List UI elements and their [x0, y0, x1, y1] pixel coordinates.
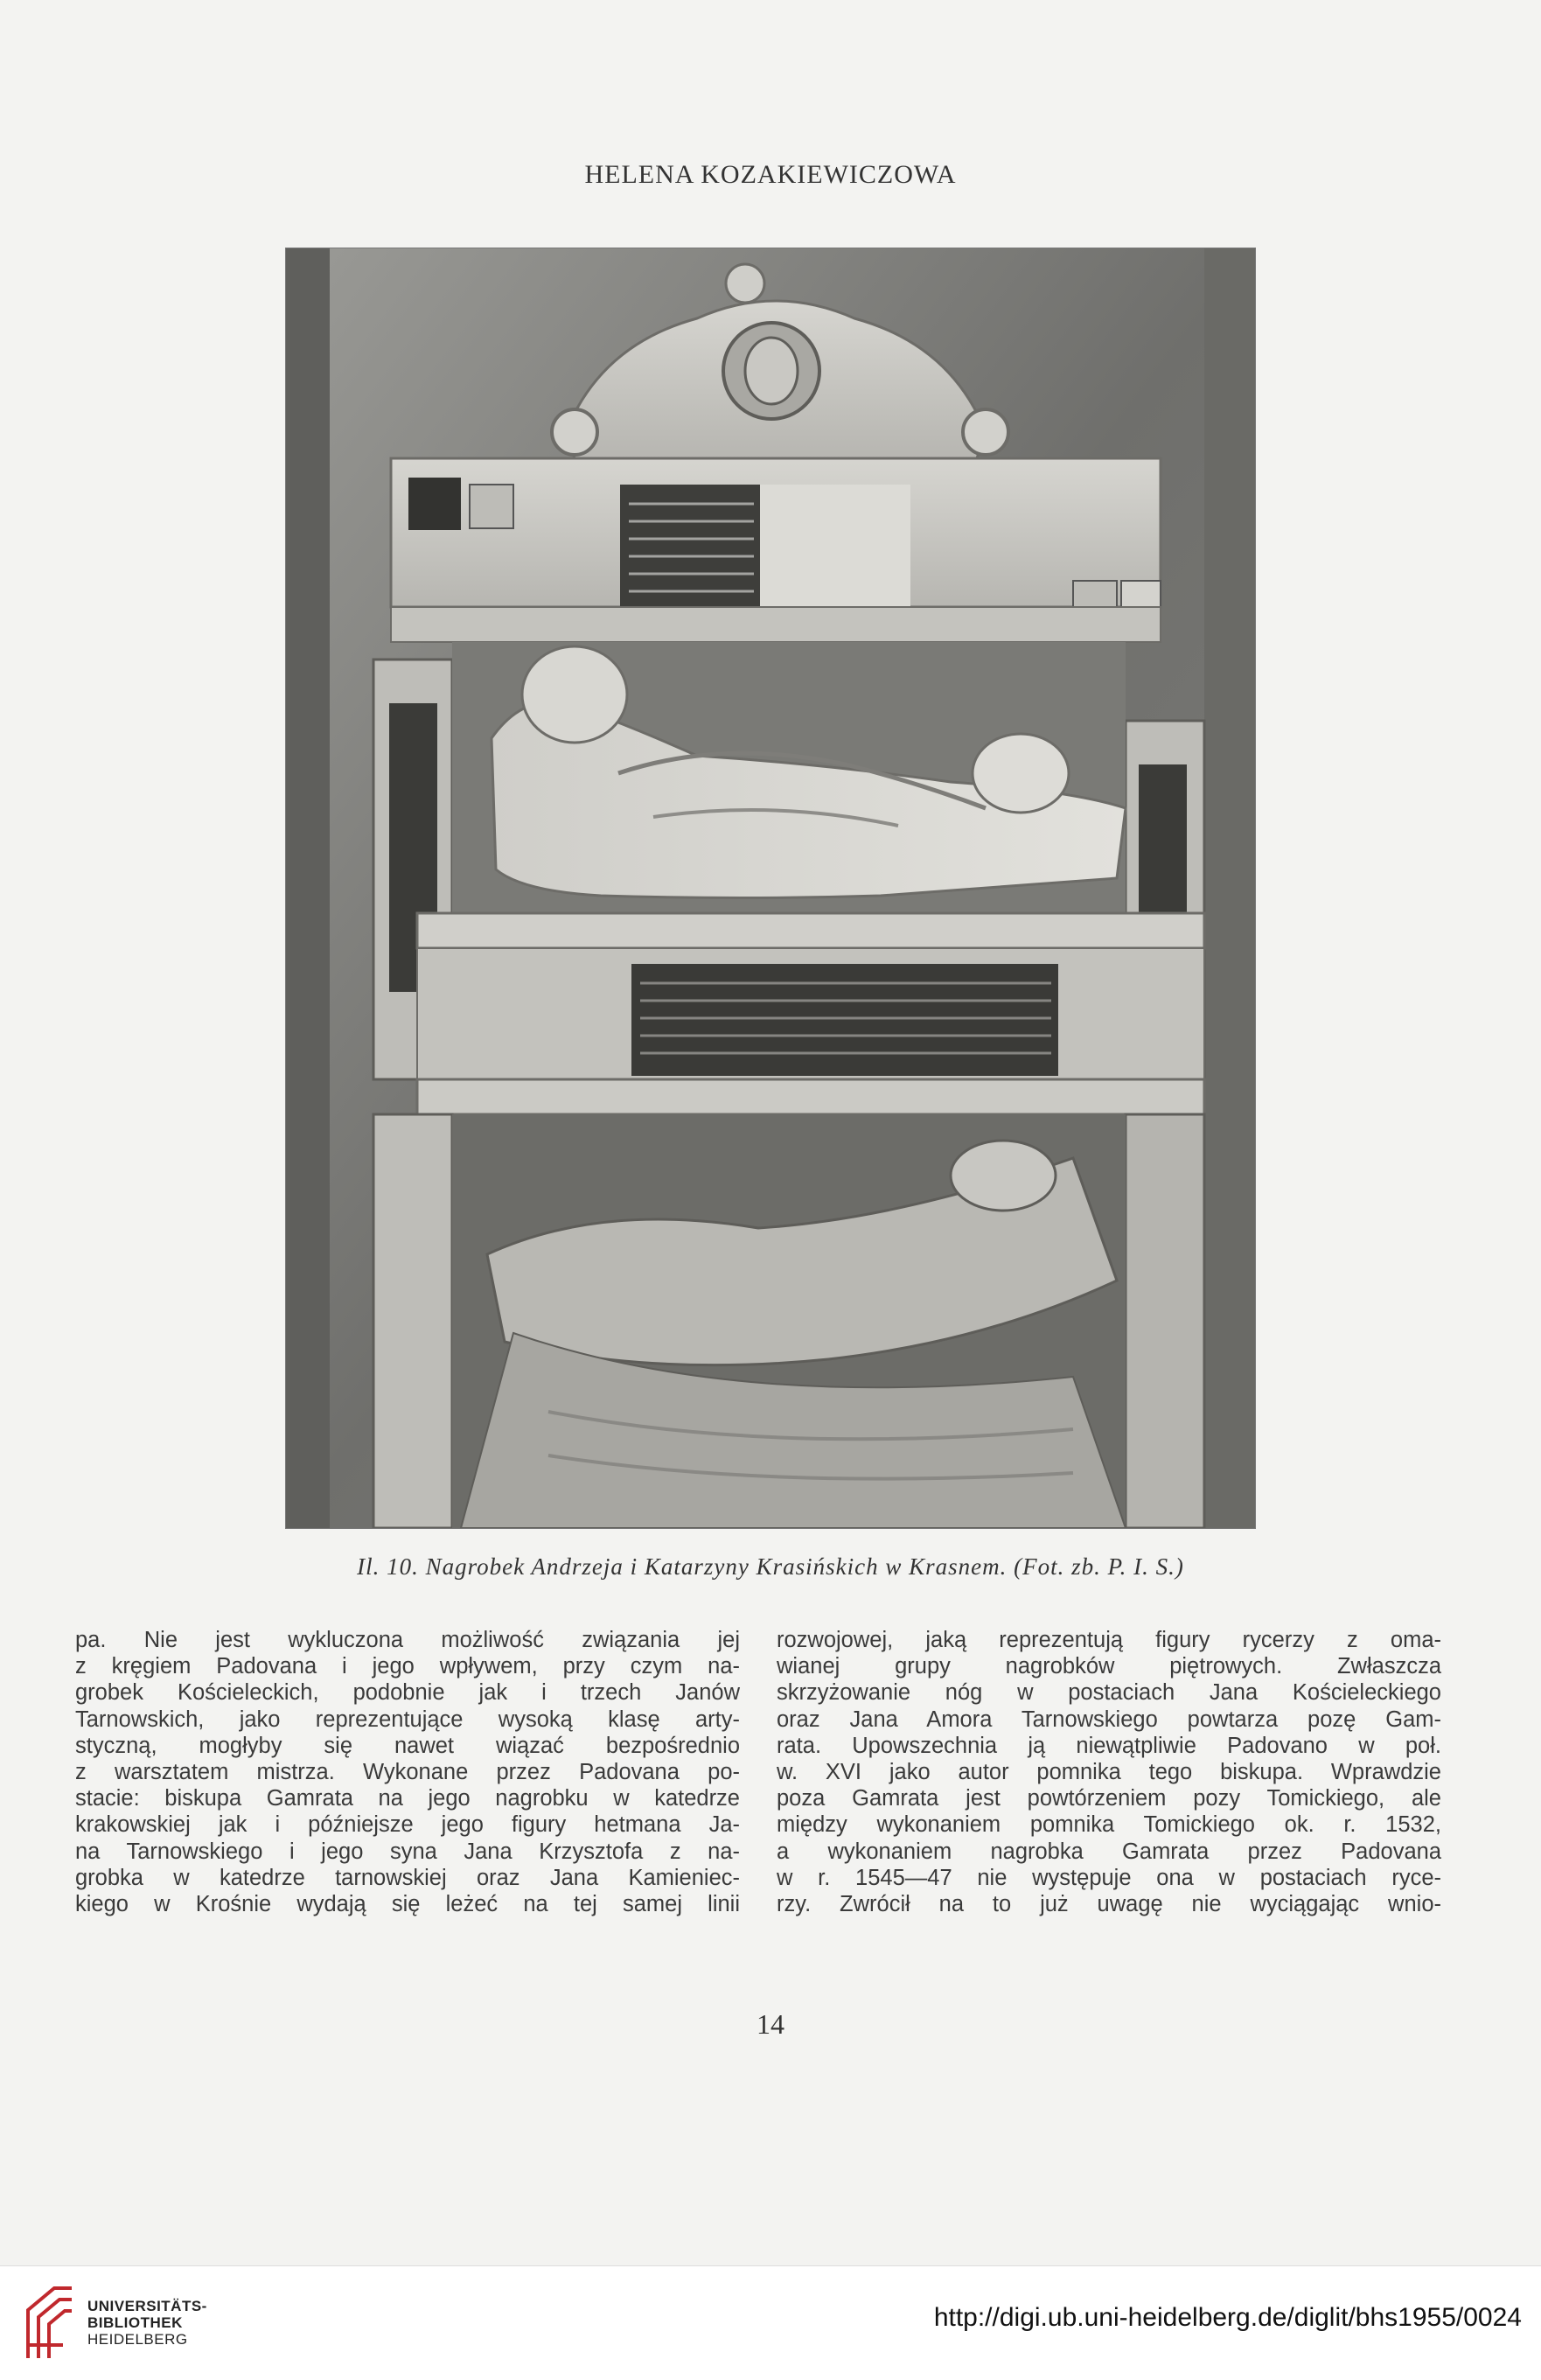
text-line: poza Gamrata jest powtórzeniem pozy Tomickiego, ale [777, 1786, 1441, 1811]
text-column-left [75, 1627, 740, 1917]
text-line: kiego w Krośnie wydają się leżeć na tej samej linii [75, 1892, 740, 1917]
text-line: skrzyżowanie nóg w postaciach Jana Kościeleckiego [777, 1680, 1441, 1706]
text-line: krakowskiej jak i późniejsze jego figury hetmana Ja- [75, 1812, 740, 1838]
text-line: oraz Jana Amora Tarnowskiego powtarza pozę Gam- [777, 1706, 1441, 1732]
text-line: między wykonaniem pomnika Tomickiego ok. r. 1532, [777, 1812, 1441, 1838]
text-line: rzy. Zwrócił na to już uwagę nie wyciągając wnio- [777, 1892, 1441, 1917]
library-footer [0, 2265, 1541, 2380]
text-line: na Tarnowskiego i jego syna Jana Krzysztofa z na- [75, 1839, 740, 1864]
tomb-photograph [285, 248, 1256, 1529]
text-line: stacie: biskupa Gamrata na jego nagrobku w katedrze [75, 1786, 740, 1811]
tomb-photograph-drawing [286, 248, 1255, 1528]
page-number: 14 [757, 2008, 784, 2040]
text-line: Tarnowskich, jako reprezentujące wysoką klasę arty- [75, 1706, 740, 1732]
running-head: HELENA KOZAKIEWICZOWA [584, 160, 957, 189]
text-line: a wykonaniem nagrobka Gamrata przez Padovana [777, 1839, 1441, 1864]
text-line: w. XVI jako autor pomnika tego biskupa. Wprawdzie [777, 1760, 1441, 1785]
text-line: w r. 1545—47 nie występuje ona w postaciach ryce- [777, 1865, 1441, 1890]
text-column-right [777, 1627, 1441, 1917]
text-line: grobka w katedrze tarnowskiej oraz Jana Kamieniec- [75, 1865, 740, 1890]
text-line: z warsztatem mistrza. Wykonane przez Padovana po- [75, 1760, 740, 1785]
library-logo-icon [19, 2284, 80, 2363]
text-line: z kręgiem Padovana i jego wpływem, przy czym na- [75, 1654, 740, 1679]
text-line: rata. Upowszechnia ją niewątpliwie Padovano w poł. [777, 1733, 1441, 1758]
library-name [87, 2298, 207, 2348]
text-line: pa. Nie jest wykluczona możliwość związania jej [75, 1628, 740, 1652]
permalink-url[interactable]: http://digi.ub.uni-heidelberg.de/diglit/bhs1955/0024 [933, 2303, 1522, 2332]
library-name-line: UNIVERSITÄTS- [87, 2298, 207, 2314]
figure-caption: Il. 10. Nagrobek Andrzeja i Katarzyny Krasińskich w Krasnem. (Fot. zb. P. I. S.) [357, 1553, 1184, 1580]
library-name-line: BIBLIOTHEK [87, 2314, 183, 2331]
text-line: grobek Kościeleckich, podobnie jak i trzech Janów [75, 1680, 740, 1706]
text-line: styczną, mogłyby się nawet wiązać bezpośrednio [75, 1733, 740, 1758]
text-line: rozwojowej, jaką reprezentują figury rycerzy z oma- [777, 1628, 1441, 1652]
text-line: wianej grupy nagrobków piętrowych. Zwłaszcza [777, 1654, 1441, 1679]
library-name-line: HEIDELBERG [87, 2331, 188, 2348]
